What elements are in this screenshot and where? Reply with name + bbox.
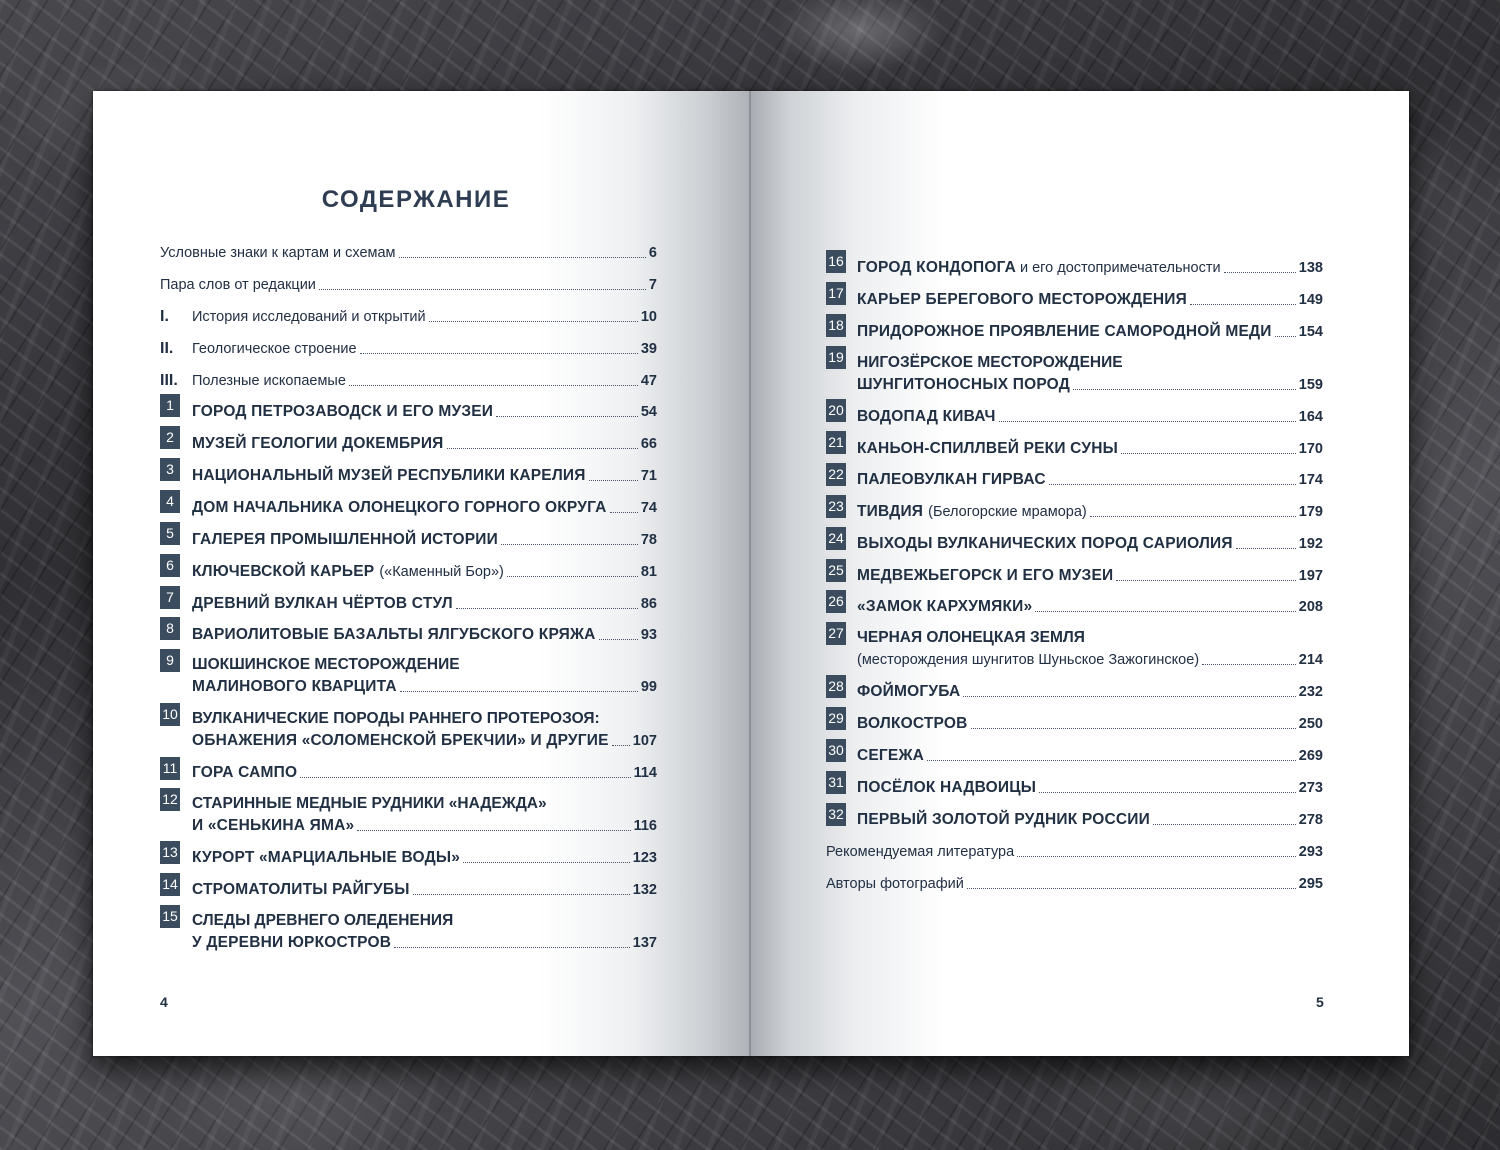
entry-page: 137 — [632, 935, 657, 951]
book-spine — [749, 91, 751, 1056]
toc-chapter[interactable] — [192, 654, 657, 698]
chapter-title-line1: ВУЛКАНИЧЕСКИЕ ПОРОДЫ РАННЕГО ПРОТЕРОЗОЯ: — [192, 710, 600, 727]
dot-leader — [1039, 792, 1296, 793]
chapter-title: МУЗЕЙ ГЕОЛОГИИ ДОКЕМБРИЯ — [192, 435, 444, 452]
chapter-title: ТИВДИЯ — [857, 503, 924, 520]
entry-page: 159 — [1298, 377, 1323, 393]
chapter-number-badge: 7 — [160, 586, 180, 609]
toc-chapter[interactable] — [857, 745, 1323, 767]
dot-leader — [927, 760, 1296, 761]
chapter-title: ВОЛКОСТРОВ — [857, 715, 968, 732]
chapter-number-badge: 28 — [826, 675, 846, 698]
toc-chapter[interactable] — [192, 529, 657, 551]
chapter-number-badge: 25 — [826, 559, 846, 582]
entry-page: 149 — [1298, 292, 1323, 308]
chapter-subtitle: (Белогорские мрамора) — [928, 504, 1087, 520]
toc-chapter[interactable] — [857, 809, 1323, 831]
chapter-number-badge: 19 — [826, 346, 846, 369]
chapter-title: КАРЬЕР БЕРЕГОВОГО МЕСТОРОЖДЕНИЯ — [857, 291, 1187, 308]
chapter-title: ГОРОД КОНДОПОГА — [857, 259, 1016, 276]
dot-leader — [971, 728, 1296, 729]
entry-page: 192 — [1298, 536, 1323, 552]
chapter-number-badge: 20 — [826, 399, 846, 422]
chapter-number-badge: 30 — [826, 739, 846, 762]
dot-leader — [1190, 304, 1296, 305]
entry-title: Условные знаки к картам и схемам — [160, 245, 396, 261]
chapter-title-line2: У ДЕРЕВНИ ЮРКОСТРОВ — [192, 934, 392, 951]
chapter-title: «ЗАМОК КАРХУМЯКИ» — [857, 598, 1033, 615]
dot-leader — [612, 745, 630, 746]
toc-entry[interactable] — [160, 242, 657, 264]
dot-leader — [1090, 516, 1296, 517]
toc-chapter[interactable] — [857, 565, 1323, 587]
entry-page: 7 — [648, 277, 657, 293]
toc-chapter[interactable] — [857, 469, 1323, 491]
chapter-number-badge: 16 — [826, 250, 846, 273]
section-numeral: II. — [160, 340, 174, 357]
toc-entry[interactable] — [826, 873, 1323, 895]
dot-leader — [999, 421, 1296, 422]
toc-chapter[interactable] — [857, 321, 1323, 343]
dot-leader — [399, 257, 646, 258]
entry-page: 232 — [1298, 684, 1323, 700]
toc-chapter[interactable] — [857, 438, 1323, 460]
chapter-number-badge: 4 — [160, 490, 180, 513]
chapter-title-line2-row — [192, 815, 657, 837]
chapter-number-badge: 5 — [160, 522, 180, 545]
chapter-title: ВАРИОЛИТОВЫЕ БАЗАЛЬТЫ ЯЛГУБСКОГО КРЯЖА — [192, 626, 596, 643]
entry-title: История исследований и открытий — [192, 309, 426, 325]
chapter-number-badge: 24 — [826, 527, 846, 550]
entry-page: 174 — [1298, 472, 1323, 488]
dot-leader — [1224, 272, 1296, 273]
chapter-number-badge: 1 — [160, 394, 180, 417]
chapter-title-line2: И «СЕНЬКИНА ЯМА» — [192, 817, 355, 834]
chapter-number-badge: 22 — [826, 463, 846, 486]
entry-title: Полезные ископаемые — [192, 373, 346, 389]
dot-leader — [1116, 580, 1295, 581]
entry-page: 71 — [640, 468, 657, 484]
toc-chapter[interactable] — [192, 497, 657, 519]
entry-page: 114 — [633, 765, 657, 781]
chapter-title: КАНЬОН-СПИЛЛВЕЙ РЕКИ СУНЫ — [857, 440, 1118, 457]
entry-page: 154 — [1298, 324, 1323, 340]
chapter-title: ГОРОД ПЕТРОЗАВОДСК И ЕГО МУЗЕИ — [192, 403, 494, 420]
dot-leader — [447, 448, 638, 449]
chapter-subtitle: и его достопримечательности — [1019, 260, 1221, 276]
chapter-title: ДРЕВНИЙ ВУЛКАН ЧЁРТОВ СТУЛ — [192, 595, 453, 612]
toc-chapter[interactable] — [857, 713, 1323, 735]
chapter-number-badge: 10 — [160, 703, 180, 726]
chapter-title-line1: СТАРИННЫЕ МЕДНЫЕ РУДНИКИ «НАДЕЖДА» — [192, 795, 547, 812]
right-page — [750, 91, 1409, 1056]
entry-page: 74 — [640, 500, 657, 516]
open-book — [93, 91, 1409, 1056]
chapter-title: ДОМ НАЧАЛЬНИКА ОЛОНЕЦКОГО ГОРНОГО ОКРУГА — [192, 499, 607, 516]
toc-chapter[interactable] — [192, 465, 657, 487]
toc-section[interactable] — [160, 306, 657, 328]
chapter-subtitle: («Каменный Бор») — [379, 564, 504, 580]
toc-chapter[interactable] — [857, 627, 1323, 671]
toc-chapter[interactable] — [857, 289, 1323, 311]
chapter-title: ВОДОПАД КИВАЧ — [857, 408, 996, 425]
chapter-title: МЕДВЕЖЬЕГОРСК И ЕГО МУЗЕИ — [857, 567, 1114, 584]
entry-page: 138 — [1298, 260, 1323, 276]
chapter-title-line2: ШУНГИТОНОСНЫХ ПОРОД — [857, 376, 1070, 393]
dot-leader — [963, 696, 1295, 697]
entry-title: Геологическое строение — [192, 341, 357, 357]
chapter-number-badge: 2 — [160, 426, 180, 449]
section-numeral: III. — [160, 372, 178, 389]
chapter-title: КУРОРТ «МАРЦИАЛЬНЫЕ ВОДЫ» — [192, 849, 461, 866]
dot-leader — [496, 416, 638, 417]
chapter-title-line2-row — [192, 730, 657, 752]
chapter-title-line2-row — [857, 374, 1323, 396]
chapter-number-badge: 12 — [160, 788, 180, 811]
section-numeral: I. — [160, 308, 169, 325]
page-title: СОДЕРЖАНИЕ — [321, 186, 511, 213]
chapter-title: ФОЙМОГУБА — [857, 683, 961, 700]
dot-leader — [400, 691, 638, 692]
entry-page: 164 — [1298, 409, 1323, 425]
toc-chapter[interactable] — [192, 847, 657, 869]
toc-chapter[interactable] — [192, 401, 657, 423]
dot-leader — [463, 862, 630, 863]
toc-chapter[interactable] — [857, 596, 1323, 618]
entry-page: 39 — [640, 341, 657, 357]
toc-section[interactable] — [160, 370, 657, 392]
chapter-number-badge: 23 — [826, 495, 846, 518]
chapter-title: ГАЛЕРЕЯ ПРОМЫШЛЕННОЙ ИСТОРИИ — [192, 531, 498, 548]
chapter-title-line1: ЧЕРНАЯ ОЛОНЕЦКАЯ ЗЕМЛЯ — [857, 629, 1085, 646]
entry-page: 6 — [648, 245, 657, 261]
dot-leader — [349, 385, 638, 386]
chapter-title: ПЕРВЫЙ ЗОЛОТОЙ РУДНИК РОССИИ — [857, 811, 1150, 828]
dot-leader — [1275, 336, 1296, 337]
left-page — [93, 91, 750, 1056]
dot-leader — [319, 289, 646, 290]
entry-page: 278 — [1298, 812, 1323, 828]
entry-page: 214 — [1298, 652, 1323, 668]
entry-page: 93 — [640, 627, 657, 643]
chapter-number-badge: 18 — [826, 314, 846, 337]
dot-leader — [507, 576, 638, 577]
toc-chapter[interactable] — [192, 593, 657, 615]
entry-page: 132 — [632, 882, 657, 898]
entry-page: 197 — [1298, 568, 1323, 584]
chapter-number-badge: 32 — [826, 803, 846, 826]
chapter-number-badge: 17 — [826, 282, 846, 305]
toc-chapter[interactable] — [857, 257, 1323, 279]
entry-page: 295 — [1298, 876, 1323, 892]
chapter-title-line1: ШОКШИНСКОЕ МЕСТОРОЖДЕНИЕ — [192, 656, 460, 673]
dot-leader — [1153, 824, 1296, 825]
chapter-title-line2-row — [857, 649, 1323, 671]
chapter-title-line2-row — [192, 676, 657, 698]
toc-chapter[interactable] — [857, 533, 1323, 555]
toc-chapter[interactable] — [192, 762, 657, 784]
chapter-number-badge: 13 — [160, 841, 180, 864]
chapter-number-badge: 27 — [826, 622, 846, 645]
toc-chapter[interactable] — [192, 793, 657, 837]
toc-chapter[interactable] — [857, 681, 1323, 703]
entry-title: Авторы фотографий — [826, 876, 964, 892]
dot-leader — [1049, 484, 1296, 485]
dot-leader — [967, 888, 1296, 889]
dot-leader — [413, 894, 630, 895]
dot-leader — [1035, 611, 1295, 612]
chapter-title: НАЦИОНАЛЬНЫЙ МУЗЕЙ РЕСПУБЛИКИ КАРЕЛИЯ — [192, 467, 586, 484]
toc-chapter[interactable] — [192, 879, 657, 901]
page-number: 4 — [160, 994, 168, 1010]
chapter-title: ПРИДОРОЖНОЕ ПРОЯВЛЕНИЕ САМОРОДНОЙ МЕДИ — [857, 323, 1272, 340]
dot-leader — [1073, 389, 1296, 390]
dot-leader — [394, 947, 630, 948]
entry-page: 208 — [1298, 599, 1323, 615]
chapter-title: ГОРА САМПО — [192, 764, 298, 781]
dot-leader — [599, 639, 638, 640]
dot-leader — [360, 353, 638, 354]
chapter-title: КЛЮЧЕВСКОЙ КАРЬЕР — [192, 563, 375, 580]
dot-leader — [429, 321, 638, 322]
page-number: 5 — [1316, 994, 1324, 1010]
toc-entry[interactable] — [826, 841, 1323, 863]
chapter-title-line2-row — [192, 932, 657, 954]
entry-page: 293 — [1298, 844, 1323, 860]
entry-page: 107 — [632, 733, 657, 749]
dot-leader — [1121, 453, 1296, 454]
entry-page: 86 — [640, 596, 657, 612]
chapter-title: СЕГЕЖА — [857, 747, 925, 764]
toc-chapter[interactable] — [857, 406, 1323, 428]
chapter-number-badge: 29 — [826, 707, 846, 730]
dot-leader — [357, 830, 630, 831]
entry-page: 66 — [640, 436, 657, 452]
entry-page: 123 — [632, 850, 657, 866]
toc-entry[interactable] — [160, 274, 657, 296]
entry-page: 81 — [640, 564, 657, 580]
toc-chapter[interactable] — [192, 910, 657, 954]
chapter-number-badge: 21 — [826, 431, 846, 454]
dot-leader — [1017, 856, 1296, 857]
chapter-number-badge: 26 — [826, 590, 846, 613]
entry-title: Пара слов от редакции — [160, 277, 316, 293]
toc-chapter[interactable] — [857, 501, 1323, 523]
chapter-title-line2: (месторождения шунгитов Шуньское Зажогинское) — [857, 652, 1200, 668]
toc-chapter[interactable] — [192, 708, 657, 752]
entry-page: 269 — [1298, 748, 1323, 764]
dot-leader — [300, 777, 630, 778]
entry-page: 47 — [640, 373, 657, 389]
chapter-title: ПОСЁЛОК НАДВОИЦЫ — [857, 779, 1037, 796]
entry-title: Рекомендуемая литература — [826, 844, 1015, 860]
toc-chapter[interactable] — [192, 624, 657, 646]
dot-leader — [501, 544, 638, 545]
chapter-number-badge: 15 — [160, 905, 180, 928]
entry-page: 170 — [1298, 441, 1323, 457]
entry-page: 10 — [640, 309, 657, 325]
entry-page: 116 — [633, 818, 657, 834]
toc-section[interactable] — [160, 338, 657, 360]
dot-leader — [610, 512, 638, 513]
dot-leader — [1202, 664, 1296, 665]
toc-chapter[interactable] — [192, 561, 657, 583]
chapter-title-line2: ОБНАЖЕНИЯ «СОЛОМЕНСКОЙ БРЕКЧИИ» И ДРУГИЕ — [192, 732, 609, 749]
chapter-title: ВЫХОДЫ ВУЛКАНИЧЕСКИХ ПОРОД САРИОЛИЯ — [857, 535, 1233, 552]
chapter-number-badge: 6 — [160, 554, 180, 577]
entry-page: 99 — [640, 679, 657, 695]
entry-page: 250 — [1298, 716, 1323, 732]
chapter-number-badge: 8 — [160, 617, 180, 640]
entry-page: 78 — [640, 532, 657, 548]
chapter-title: СТРОМАТОЛИТЫ РАЙГУБЫ — [192, 881, 410, 898]
chapter-number-badge: 14 — [160, 873, 180, 896]
dot-leader — [456, 608, 638, 609]
chapter-number-badge: 9 — [160, 649, 180, 672]
chapter-title-line2: МАЛИНОВОГО КВАРЦИТА — [192, 678, 397, 695]
dot-leader — [1236, 548, 1296, 549]
toc-chapter[interactable] — [192, 433, 657, 455]
chapter-number-badge: 11 — [160, 757, 180, 780]
dot-leader — [589, 480, 638, 481]
entry-page: 179 — [1298, 504, 1323, 520]
toc-chapter[interactable] — [857, 777, 1323, 799]
chapter-title-line1: СЛЕДЫ ДРЕВНЕГО ОЛЕДЕНЕНИЯ — [192, 912, 454, 929]
chapter-title-line1: НИГОЗЁРСКОЕ МЕСТОРОЖДЕНИЕ — [857, 354, 1123, 371]
toc-chapter[interactable] — [857, 352, 1323, 396]
chapter-title: ПАЛЕОВУЛКАН ГИРВАС — [857, 471, 1046, 488]
entry-page: 273 — [1298, 780, 1323, 796]
chapter-number-badge: 31 — [826, 771, 846, 794]
entry-page: 54 — [640, 404, 657, 420]
chapter-number-badge: 3 — [160, 458, 180, 481]
